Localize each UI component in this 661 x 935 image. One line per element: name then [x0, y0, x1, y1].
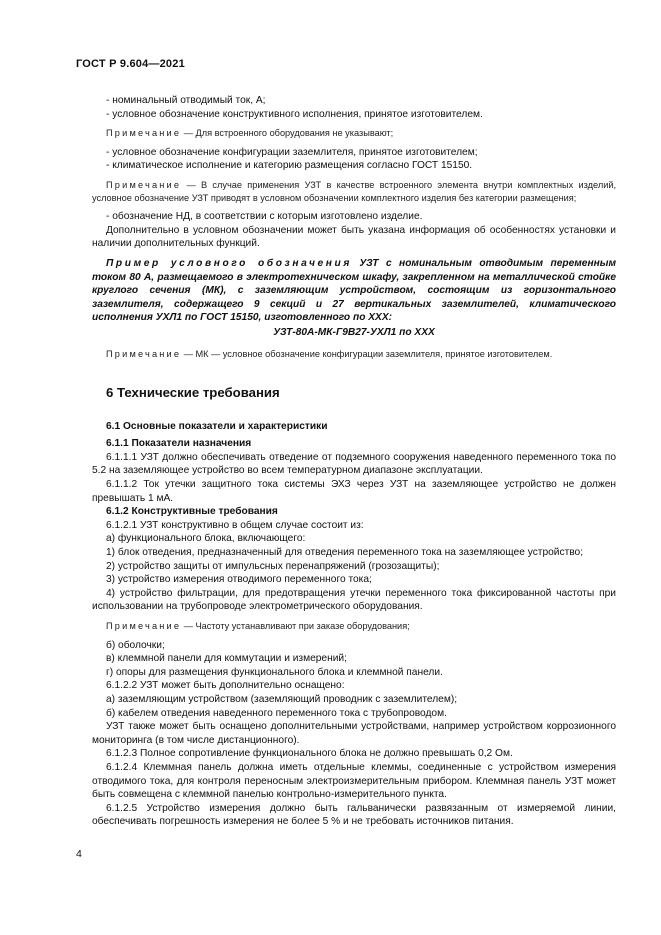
paragraph: 6.1.2.3 Полное сопротивление функционального блока не должно превышать 0,2 Ом. [106, 748, 513, 760]
section-title: 6 Технические требования [106, 385, 280, 401]
paragraph: 6.1.1.1 УЗТ должно обеспечивать отведение от подземного сооружения наведенного переменного тока по 5.2 на заземляющее устройство во всем температурном диапазоне эксплуатации. [92, 451, 616, 477]
note-label: Примечание [106, 348, 182, 359]
note-text: МК — условное обозначение конфигурации заземлителя, принятое изготовителем. [195, 348, 553, 359]
list-item: 4) устройство фильтрации, для предотвращения утечки переменного тока фиксированной частоты при использовании на трубопроводе электрометрического оборудования. [92, 587, 616, 613]
note-1 [92, 127, 616, 140]
note-dash: — [181, 128, 196, 139]
paragraph: 6.1.2.1 УЗТ конструктивно в общем случае состоит из: [106, 519, 364, 531]
note-text: Частоту устанавливают при заказе оборудования; [195, 621, 410, 631]
list-item: а) заземляющим устройством (заземляющий проводник с заземлителем); [106, 693, 458, 705]
page-content [92, 94, 616, 829]
note-text: Для встроенного оборудования не указывают; [195, 128, 394, 139]
note-label: Примечание [106, 621, 182, 631]
paragraph: 6.1.2.5 Устройство измерения должно быть гальванически развязанным от измеряемой линии, обеспечивать погрешность измерения не более 5 % и не требовать источников питания. [92, 802, 616, 828]
page-number: 4 [76, 848, 82, 860]
list-item: б) кабелем отведения наведенного переменного тока с трубопроводом. [106, 707, 447, 719]
note-3 [92, 348, 616, 361]
list-item: - климатическое исполнение и категорию размещения согласно ГОСТ 15150. [106, 160, 473, 172]
paragraph: УЗТ также может быть оснащено дополнительными устройствами, например устройством коррозионного мониторинга (в том числе дистанционного). [92, 721, 616, 746]
example-code: УЗТ-80А-МК-Г9В27-УХЛ1 по ХХХ [273, 326, 435, 338]
note-dash: — [181, 179, 201, 190]
list-item: г) опоры для размещения функционального блока и клеммной панели. [106, 666, 443, 678]
subsection-heading: 6.1.1 Показатели назначения [106, 438, 252, 450]
document-code-header: ГОСТ Р 9.604—2021 [76, 58, 185, 70]
list-item: 3) устройство измерения отводимого переменного тока; [106, 574, 372, 586]
subsection-heading: 6.1 Основные показатели и характеристики [106, 420, 328, 432]
example-label: Пример условного обозначения [106, 257, 352, 269]
subsection-heading: 6.1.2 Конструктивные требования [106, 506, 278, 518]
note-label: Примечание [106, 179, 182, 190]
note-text: В случае применения УЗТ в качестве встроенного элемента внутри комплектных изделий, условное обозначение УЗТ приводят в условном обозначении комплектного изделия без категории размещения; [92, 179, 617, 203]
paragraph: 6.1.1.2 Ток утечки защитного тока системы ЭХЗ через УЗТ на заземляющее устройство не должен превышать 1 мА. [92, 479, 616, 504]
list-item: - обозначение НД, в соответствии с которым изготовлено изделие. [106, 211, 423, 223]
list-item: б) оболочки; [106, 639, 165, 651]
list-item: - условное обозначение конструктивного исполнения, принятое изготовителем. [106, 108, 483, 120]
note-dash: — [181, 348, 196, 359]
list-item: в) клеммной панели для коммутации и измерений; [106, 653, 347, 665]
note-2 [92, 179, 616, 204]
list-item: - условное обозначение конфигурации заземлителя, принятое изготовителем; [106, 146, 478, 158]
list-item: а) функционального блока, включающего: [106, 533, 306, 545]
paragraph: 6.1.2.4 Клеммная панель должна иметь отдельные клеммы, соединенные с устройством измерения отводимого тока, для контроля переносным электроизмерительным прибором. Клеммная панель УЗТ может быть совмещена с клеммной панелью контрольно-измерительного пункта. [92, 761, 616, 801]
note-4 [92, 620, 616, 633]
list-item: 2) устройство защиты от импульсных перенапряжений (грозозащиты); [106, 560, 440, 572]
example-paragraph [92, 257, 616, 325]
list-item: - номинальный отводимый ток, А; [106, 95, 266, 106]
list-item: 1) блок отведения, предназначенный для отведения переменного тока на заземляющее устройство; [106, 547, 584, 559]
paragraph: Дополнительно в условном обозначении может быть указана информация об особенностях установки и наличии дополнительных функций. [92, 224, 616, 250]
note-label: Примечание [106, 128, 182, 139]
note-dash: — [181, 621, 196, 631]
example-text: УЗТ с номинальным отводимым переменным током 80 А, размещаемого в электротехническом шкафу, закрепленном на металлической стойке круглого сечения (МК), с заземляющим устройством, состоящим из горизонтального заземлителя, содержащего 9 секций и 27 вертикальных заземлителей, климатического исполнения УХЛ1 по ГОСТ 15150, изготовленного по ХХХ: [92, 257, 616, 324]
paragraph: 6.1.2.2 УЗТ может быть дополнительно оснащено: [106, 680, 345, 692]
